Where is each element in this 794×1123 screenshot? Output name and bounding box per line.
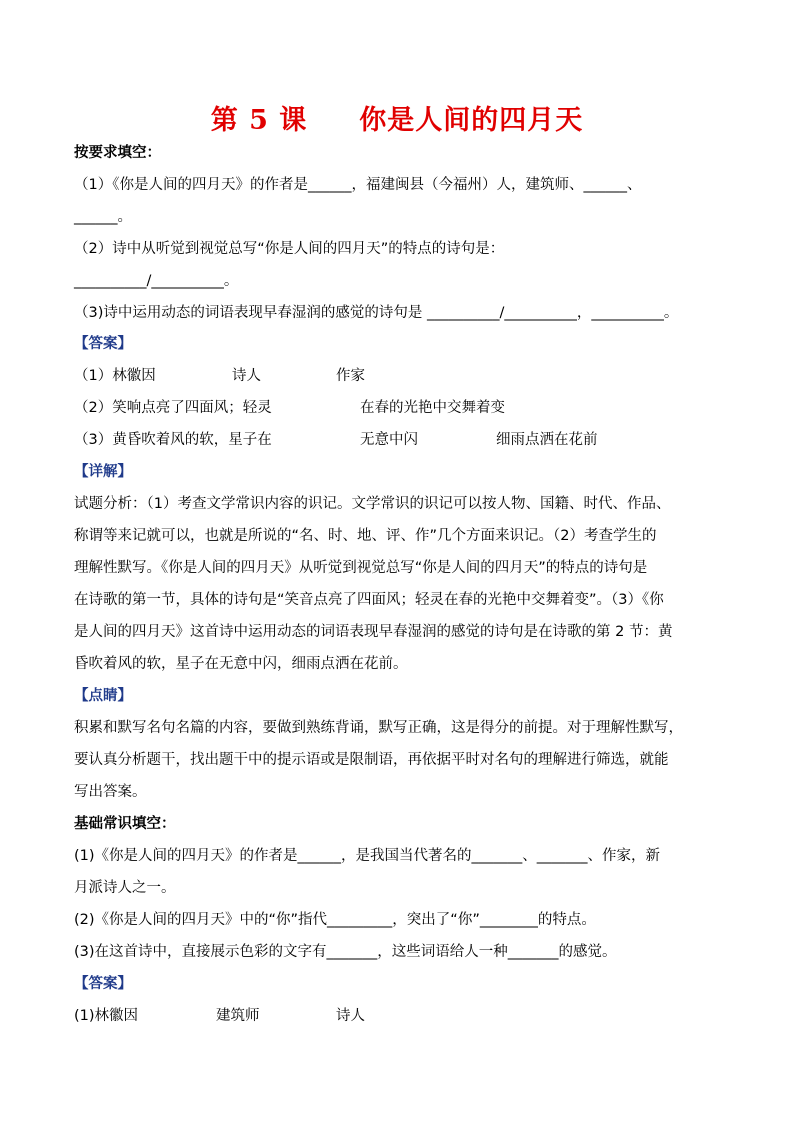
basic-answer-part-3: 诗人 [336, 1008, 365, 1024]
answer-1-part-2: 诗人 [232, 368, 261, 384]
basic-question-2: (2)《你是人间的四月天》中的“你”指代_________，突出了“你”________的特点。 [74, 912, 596, 928]
question-2-line-2: __________/__________。 [74, 273, 239, 289]
detail-line: 是人间的四月天》这首诗中运用动态的词语表现早春湿润的感觉的诗句是在诗歌的第 2 节：黄 [74, 624, 673, 640]
answer-label: 【答案】 [74, 336, 132, 352]
basic-answer-part-1: (1)林徽因 [74, 1008, 139, 1024]
page-title: 第 5 课 你是人间的四月天 [210, 105, 584, 136]
basic-answer-part-2: 建筑师 [216, 1008, 260, 1024]
basic-question-1-line-1: (1)《你是人间的四月天》的作者是______，是我国当代著名的_______、_______、作家，新 [74, 848, 661, 864]
answer-3-part-2: 无意中闪 [360, 432, 418, 448]
detail-line: 试题分析：（1）考查文学常识内容的识记。文学常识的识记可以按人物、国籍、时代、作品、 [74, 496, 671, 512]
question-1-line-2: ______。 [74, 209, 132, 225]
detail-line: 在诗歌的第一节，具体的诗句是“笑音点亮了四面风；轻灵在春的光艳中交舞着变”。（3）《你 [74, 592, 664, 608]
question-1-line-1: （1）《你是人间的四月天》的作者是______，福建闽县（今福州）人，建筑师、______、 [74, 177, 642, 193]
answer-3-part-3: 细雨点洒在花前 [496, 432, 598, 448]
detail-label: 【详解】 [74, 464, 132, 480]
answer-3-part-1: （3）黄昏吹着风的软，星子在 [74, 432, 272, 448]
point-label: 【点睛】 [74, 688, 132, 704]
answer-1-part-3: 作家 [336, 368, 365, 384]
point-line: 写出答案。 [74, 784, 147, 800]
basic-question-1-line-2: 月派诗人之一。 [74, 880, 176, 896]
answer-1-part-1: （1）林徽因 [74, 368, 156, 384]
detail-line: 昏吹着风的软，星子在无意中闪，细雨点洒在花前。 [74, 656, 408, 672]
question-2-line-1: （2）诗中从听觉到视觉总写“你是人间的四月天”的特点的诗句是： [74, 241, 505, 257]
section2-heading: 基础常识填空： [74, 816, 176, 832]
basic-question-3: (3)在这首诗中，直接展示色彩的文字有_______，这些词语给人一种_______的感觉。 [74, 944, 617, 960]
answer-2-part-2: 在春的光艳中交舞着变 [360, 400, 505, 416]
detail-line: 理解性默写。《你是人间的四月天》从听觉到视觉总写“你是人间的四月天”的特点的诗句是 [74, 560, 648, 576]
section1-heading: 按要求填空： [74, 145, 161, 161]
point-line: 积累和默写名句名篇的内容，要做到熟练背诵，默写正确，这是得分的前提。对于理解性默写， [74, 720, 683, 736]
point-line: 要认真分析题干，找出题干中的提示语或是限制语，再依据平时对名句的理解进行筛选，就能 [74, 752, 669, 768]
answer-label-2: 【答案】 [74, 976, 132, 992]
answer-2-part-1: （2）笑响点亮了四面风；轻灵 [74, 400, 272, 416]
question-3: （3)诗中运用动态的词语表现早春湿润的感觉的诗句是 __________/__________，__________。 [74, 305, 679, 321]
detail-line: 称谓等来记就可以，也就是所说的“名、时、地、评、作”几个方面来识记。（2）考查学生的 [74, 528, 657, 544]
